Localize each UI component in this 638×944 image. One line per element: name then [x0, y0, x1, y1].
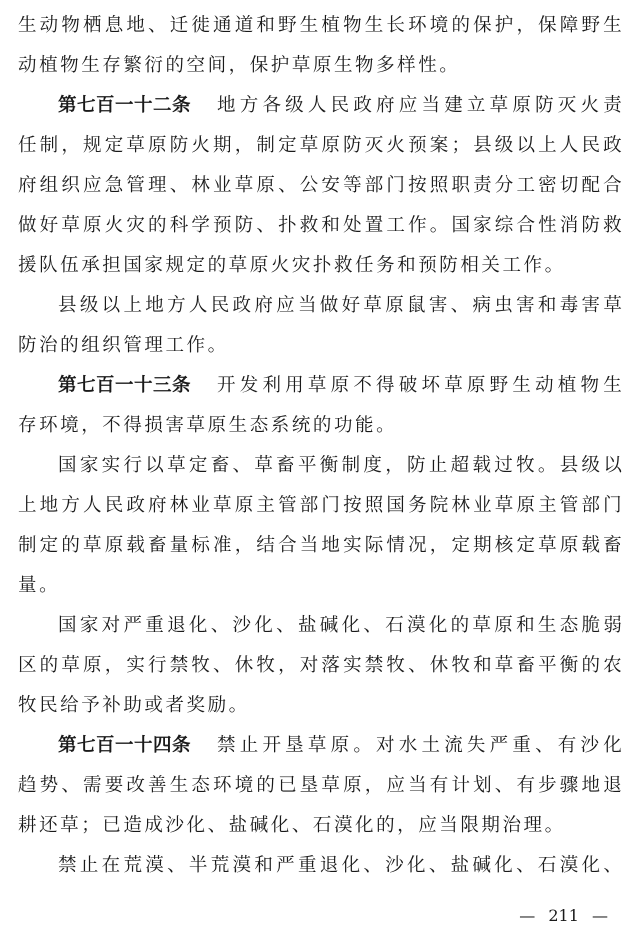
text-run: 禁 止 在 荒 漠 、 半 荒 漠 和 严 重 退 化 、 沙 化 、 盐 碱 化 、 石 漠 化 、	[58, 855, 622, 876]
page-footer	[511, 906, 616, 926]
gap	[191, 366, 217, 406]
text-run: 禁 止 开 垦 草 原 。 对 水 土 流 失 严 重 、 有 沙 化	[217, 735, 622, 756]
article-712-heading-line	[18, 86, 622, 126]
text-line: 动 植 物 生 存 繁 衍 的 空 间 ， 保 护 草 原 生 物 多 样 性 。	[18, 55, 461, 76]
text-line: 生 动 物 栖 息 地 、 迁 徙 通 道 和 野 生 植 物 生 长 环 境 的 保 护 ， 保 障 野 生	[18, 15, 622, 36]
page-number: 211	[548, 906, 579, 925]
article-713-heading-line	[18, 366, 622, 406]
text-line: 量 。	[18, 575, 61, 596]
text-line: 耕 还 草 ； 已 造 成 沙 化 、 盐 碱 化 、 石 漠 化 的 ， 应 当 限 期 治 理 。	[18, 815, 566, 836]
indent	[18, 86, 58, 126]
text-line: 上 地 方 人 民 政 府 林 业 草 原 主 管 部 门 按 照 国 务 院 林 业 草 原 主 管 部 门	[18, 495, 622, 516]
paragraph-line	[18, 606, 622, 646]
paragraph-line	[18, 286, 622, 326]
text-run: 县 级 以 上 地 方 人 民 政 府 应 当 做 好 草 原 鼠 害 、 病 虫 害 和 毒 害 草	[58, 295, 622, 316]
text-line: 趋 势 、 需 要 改 善 生 态 环 境 的 已 垦 草 原 ， 应 当 有 计 划 、 有 步 骤 地 退	[18, 775, 622, 796]
paragraph-line	[18, 846, 622, 886]
article-714-heading-line	[18, 726, 622, 766]
gap	[191, 726, 217, 766]
text-line: 存 环 境 ， 不 得 损 害 草 原 生 态 系 统 的 功 能 。	[18, 415, 398, 436]
text-line: 防 治 的 组 织 管 理 工 作 。	[18, 335, 229, 356]
indent	[18, 286, 58, 326]
text-line: 府 组 织 应 急 管 理 、 林 业 草 原 、 公 安 等 部 门 按 照 职 责 分 工 密 切 配 合	[18, 175, 622, 196]
indent	[18, 446, 58, 486]
footer-dash-right: —	[592, 906, 608, 925]
indent	[18, 606, 58, 646]
document-body	[18, 0, 622, 886]
indent	[18, 366, 58, 406]
paragraph-line	[18, 446, 622, 486]
gap	[191, 86, 217, 126]
footer-dash-left: —	[519, 906, 536, 925]
text-line: 做 好 草 原 火 灾 的 科 学 预 防 、 扑 救 和 处 置 工 作 。 国 家 综 合 性 消 防 救	[18, 215, 622, 236]
text-line: 制 定 的 草 原 载 畜 量 标 准 ， 结 合 当 地 实 际 情 况 ， 定 期 核 定 草 原 载 畜	[18, 535, 622, 556]
indent	[18, 846, 58, 886]
text-run: 国 家 对 严 重 退 化 、 沙 化 、 盐 碱 化 、 石 漠 化 的 草 原 和 生 态 脆 弱	[58, 615, 622, 636]
text-line: 区 的 草 原 ， 实 行 禁 牧 、 休 牧 ， 对 落 实 禁 牧 、 休 牧 和 草 畜 平 衡 的 农	[18, 655, 622, 676]
text-run: 开 发 利 用 草 原 不 得 破 坏 草 原 野 生 动 植 物 生	[217, 375, 622, 396]
text-run: 地 方 各 级 人 民 政 府 应 当 建 立 草 原 防 灭 火 责	[217, 95, 622, 116]
text-line: 任 制 ， 规 定 草 原 防 火 期 ， 制 定 草 原 防 灭 火 预 案 ； 县 级 以 上 人 民 政	[18, 135, 622, 156]
article-number: 第七百一十二条	[58, 95, 192, 116]
text-line: 援 队 伍 承 担 国 家 规 定 的 草 原 火 灾 扑 救 任 务 和 预 防 相 关 工 作 。	[18, 255, 566, 276]
indent	[18, 726, 58, 766]
article-number: 第七百一十四条	[58, 735, 192, 756]
article-number: 第七百一十三条	[58, 375, 192, 396]
text-line: 牧 民 给 予 补 助 或 者 奖 励 。	[18, 695, 250, 716]
text-run: 国 家 实 行 以 草 定 畜 、 草 畜 平 衡 制 度 ， 防 止 超 载 过 牧 。 县 级 以	[58, 455, 622, 476]
